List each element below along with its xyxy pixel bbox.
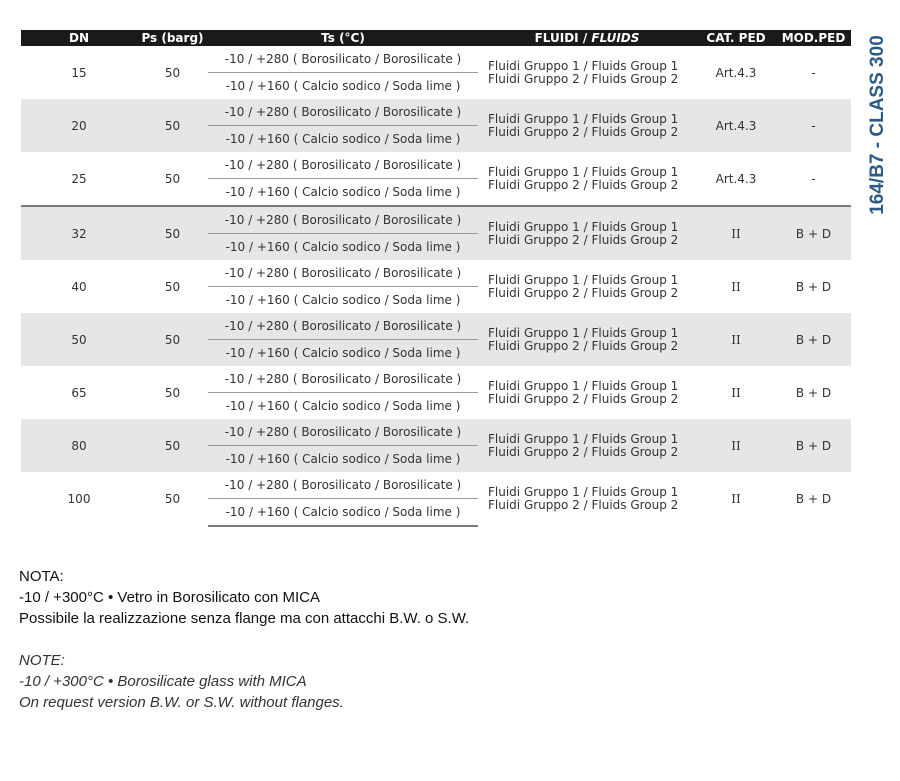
table-row <box>21 152 851 179</box>
cell-ts-soda-lime <box>208 234 478 261</box>
fluids-group2-text: Fluidi Gruppo 2 / Fluids Group 2 <box>488 71 679 86</box>
cell-cat-ped: II <box>696 206 776 260</box>
ts-borosilicate-text: -10 / +280 ( Borosilicato / Borosilicate ) <box>224 266 462 280</box>
header-cat-ped: CAT. PED <box>696 30 776 46</box>
table-row <box>21 99 851 126</box>
cell-ps: 50 <box>137 472 208 526</box>
note-en-line2: On request version B.W. or S.W. without flanges. <box>19 694 344 711</box>
ts-soda-lime-text: -10 / +160 ( Calcio sodico / Soda lime ) <box>225 346 461 360</box>
cell-mod-ped: - <box>776 99 851 152</box>
side-class-label <box>869 30 887 220</box>
ts-soda-lime-text: -10 / +160 ( Calcio sodico / Soda lime ) <box>225 452 461 466</box>
ts-borosilicate-text: -10 / +280 ( Borosilicato / Borosilicate ) <box>224 425 462 439</box>
fluids-group1-text: Fluidi Gruppo 1 / Fluids Group 1 <box>488 485 679 499</box>
ts-soda-lime-text: -10 / +160 ( Calcio sodico / Soda lime ) <box>225 185 461 199</box>
cell-ts-soda-lime <box>208 126 478 153</box>
table-row <box>21 419 851 446</box>
ts-soda-lime-text: -10 / +160 ( Calcio sodico / Soda lime ) <box>225 399 461 413</box>
spec-table <box>21 30 851 527</box>
cell-fluids <box>478 152 696 206</box>
header-fluids <box>478 30 696 46</box>
table-body <box>21 46 851 526</box>
notes-section <box>19 566 469 713</box>
cell-mod-ped: B + D <box>776 366 851 419</box>
cell-ts-borosilicate <box>208 260 478 287</box>
fluids-group1-text: Fluidi Gruppo 1 / Fluids Group 1 <box>488 272 679 287</box>
cell-ts-borosilicate <box>208 313 478 340</box>
ts-borosilicate-text: -10 / +280 ( Borosilicato / Borosilicate ) <box>224 478 462 492</box>
header-mod-ped: MOD.PED <box>776 30 851 46</box>
cell-dn: 40 <box>21 260 137 313</box>
cell-ts-borosilicate <box>208 99 478 126</box>
header-ts: Ts (°C) <box>208 30 478 46</box>
cell-cat-ped: II <box>696 366 776 419</box>
cell-mod-ped: B + D <box>776 419 851 472</box>
cell-fluids <box>478 46 696 99</box>
ts-borosilicate-text: -10 / +280 ( Borosilicato / Borosilicate ) <box>224 105 462 119</box>
cell-dn: 65 <box>21 366 137 419</box>
ts-borosilicate-text: -10 / +280 ( Borosilicato / Borosilicate ) <box>224 319 462 333</box>
cell-ps: 50 <box>137 206 208 260</box>
header-ps: Ps (barg) <box>137 30 208 46</box>
cell-mod-ped: B + D <box>776 206 851 260</box>
side-class-text: 164/B7 - CLASS 300 <box>867 35 888 215</box>
fluids-group1-text: Fluidi Gruppo 1 / Fluids Group 1 <box>488 164 679 179</box>
cell-cat-ped: II <box>696 313 776 366</box>
ts-soda-lime-text: -10 / +160 ( Calcio sodico / Soda lime ) <box>225 132 461 146</box>
cell-cat-ped: Art.4.3 <box>696 99 776 152</box>
fluids-group2-text: Fluidi Gruppo 2 / Fluids Group 2 <box>488 498 679 512</box>
cell-cat-ped: II <box>696 260 776 313</box>
cell-mod-ped: B + D <box>776 472 851 526</box>
cell-dn: 25 <box>21 152 137 206</box>
cell-fluids <box>478 313 696 366</box>
cell-ps: 50 <box>137 99 208 152</box>
ts-borosilicate-text: -10 / +280 ( Borosilicato / Borosilicate ) <box>224 213 462 227</box>
cell-mod-ped: - <box>776 152 851 206</box>
table-row <box>21 46 851 73</box>
header-fluidi-label: FLUIDI / <box>534 31 592 45</box>
cell-fluids <box>478 419 696 472</box>
note-en-title: NOTE: <box>19 652 65 669</box>
fluids-group1-text: Fluidi Gruppo 1 / Fluids Group 1 <box>488 325 679 340</box>
note-it-title: NOTA: <box>19 568 64 585</box>
cell-cat-ped: II <box>696 419 776 472</box>
cell-ts-soda-lime <box>208 73 478 100</box>
cell-ts-soda-lime <box>208 179 478 207</box>
cell-cat-ped: Art.4.3 <box>696 152 776 206</box>
cell-dn: 80 <box>21 419 137 472</box>
cell-dn: 32 <box>21 206 137 260</box>
ts-borosilicate-text: -10 / +280 ( Borosilicato / Borosilicate ) <box>224 372 462 386</box>
ts-soda-lime-text: -10 / +160 ( Calcio sodico / Soda lime ) <box>225 240 461 254</box>
cell-ts-soda-lime <box>208 287 478 314</box>
cell-ps: 50 <box>137 152 208 206</box>
fluids-group2-text: Fluidi Gruppo 2 / Fluids Group 2 <box>488 232 679 247</box>
cell-ts-borosilicate <box>208 46 478 73</box>
table-row <box>21 260 851 287</box>
fluids-group2-text: Fluidi Gruppo 2 / Fluids Group 2 <box>488 285 679 300</box>
cell-ps: 50 <box>137 46 208 99</box>
note-it-line2: Possibile la realizzazione senza flange ma con attacchi B.W. o S.W. <box>19 610 470 627</box>
ts-soda-lime-text: -10 / +160 ( Calcio sodico / Soda lime ) <box>225 505 461 519</box>
fluids-group2-text: Fluidi Gruppo 2 / Fluids Group 2 <box>488 124 679 139</box>
cell-mod-ped: - <box>776 46 851 99</box>
cell-ts-borosilicate <box>208 472 478 499</box>
cell-fluids <box>478 99 696 152</box>
table-row <box>21 313 851 340</box>
fluids-group1-text: Fluidi Gruppo 1 / Fluids Group 1 <box>488 431 679 446</box>
fluids-group2-text: Fluidi Gruppo 2 / Fluids Group 2 <box>488 391 679 406</box>
cell-ps: 50 <box>137 260 208 313</box>
fluids-group1-text: Fluidi Gruppo 1 / Fluids Group 1 <box>488 378 679 393</box>
cell-dn: 50 <box>21 313 137 366</box>
cell-ps: 50 <box>137 313 208 366</box>
header-fluids-label: FLUIDS <box>591 31 640 45</box>
cell-ps: 50 <box>137 419 208 472</box>
cell-ps: 50 <box>137 366 208 419</box>
cell-ts-soda-lime <box>208 446 478 473</box>
spec-table-container <box>21 30 851 527</box>
cell-fluids <box>478 366 696 419</box>
fluids-group2-text: Fluidi Gruppo 2 / Fluids Group 2 <box>488 444 679 459</box>
cell-fluids <box>478 206 696 260</box>
cell-dn: 20 <box>21 99 137 152</box>
table-row <box>21 472 851 499</box>
table-header-row <box>21 30 851 46</box>
cell-ts-borosilicate <box>208 366 478 393</box>
header-dn: DN <box>21 30 137 46</box>
ts-soda-lime-text: -10 / +160 ( Calcio sodico / Soda lime ) <box>225 79 461 93</box>
fluids-group1-text: Fluidi Gruppo 1 / Fluids Group 1 <box>488 219 679 234</box>
cell-fluids <box>478 472 696 526</box>
cell-fluids <box>478 260 696 313</box>
cell-dn: 100 <box>21 472 137 526</box>
ts-soda-lime-text: -10 / +160 ( Calcio sodico / Soda lime ) <box>225 293 461 307</box>
cell-ts-borosilicate <box>208 206 478 234</box>
cell-mod-ped: B + D <box>776 260 851 313</box>
cell-ts-soda-lime <box>208 340 478 367</box>
table-row <box>21 366 851 393</box>
table-row <box>21 206 851 234</box>
ts-borosilicate-text: -10 / +280 ( Borosilicato / Borosilicate ) <box>224 52 462 66</box>
cell-ts-borosilicate <box>208 419 478 446</box>
cell-ts-soda-lime <box>208 499 478 527</box>
cell-dn: 15 <box>21 46 137 99</box>
cell-ts-soda-lime <box>208 393 478 420</box>
fluids-group1-text: Fluidi Gruppo 1 / Fluids Group 1 <box>488 58 679 73</box>
note-en-line1: -10 / +300°C • Borosilicate glass with MICA <box>19 673 307 690</box>
note-it-line1: -10 / +300°C • Vetro in Borosilicato con MICA <box>19 589 320 606</box>
cell-cat-ped: Art.4.3 <box>696 46 776 99</box>
fluids-group1-text: Fluidi Gruppo 1 / Fluids Group 1 <box>488 111 679 126</box>
fluids-group2-text: Fluidi Gruppo 2 / Fluids Group 2 <box>488 177 679 192</box>
cell-cat-ped: II <box>696 472 776 526</box>
fluids-group2-text: Fluidi Gruppo 2 / Fluids Group 2 <box>488 338 679 353</box>
ts-borosilicate-text: -10 / +280 ( Borosilicato / Borosilicate ) <box>224 158 462 172</box>
cell-ts-borosilicate <box>208 152 478 179</box>
cell-mod-ped: B + D <box>776 313 851 366</box>
